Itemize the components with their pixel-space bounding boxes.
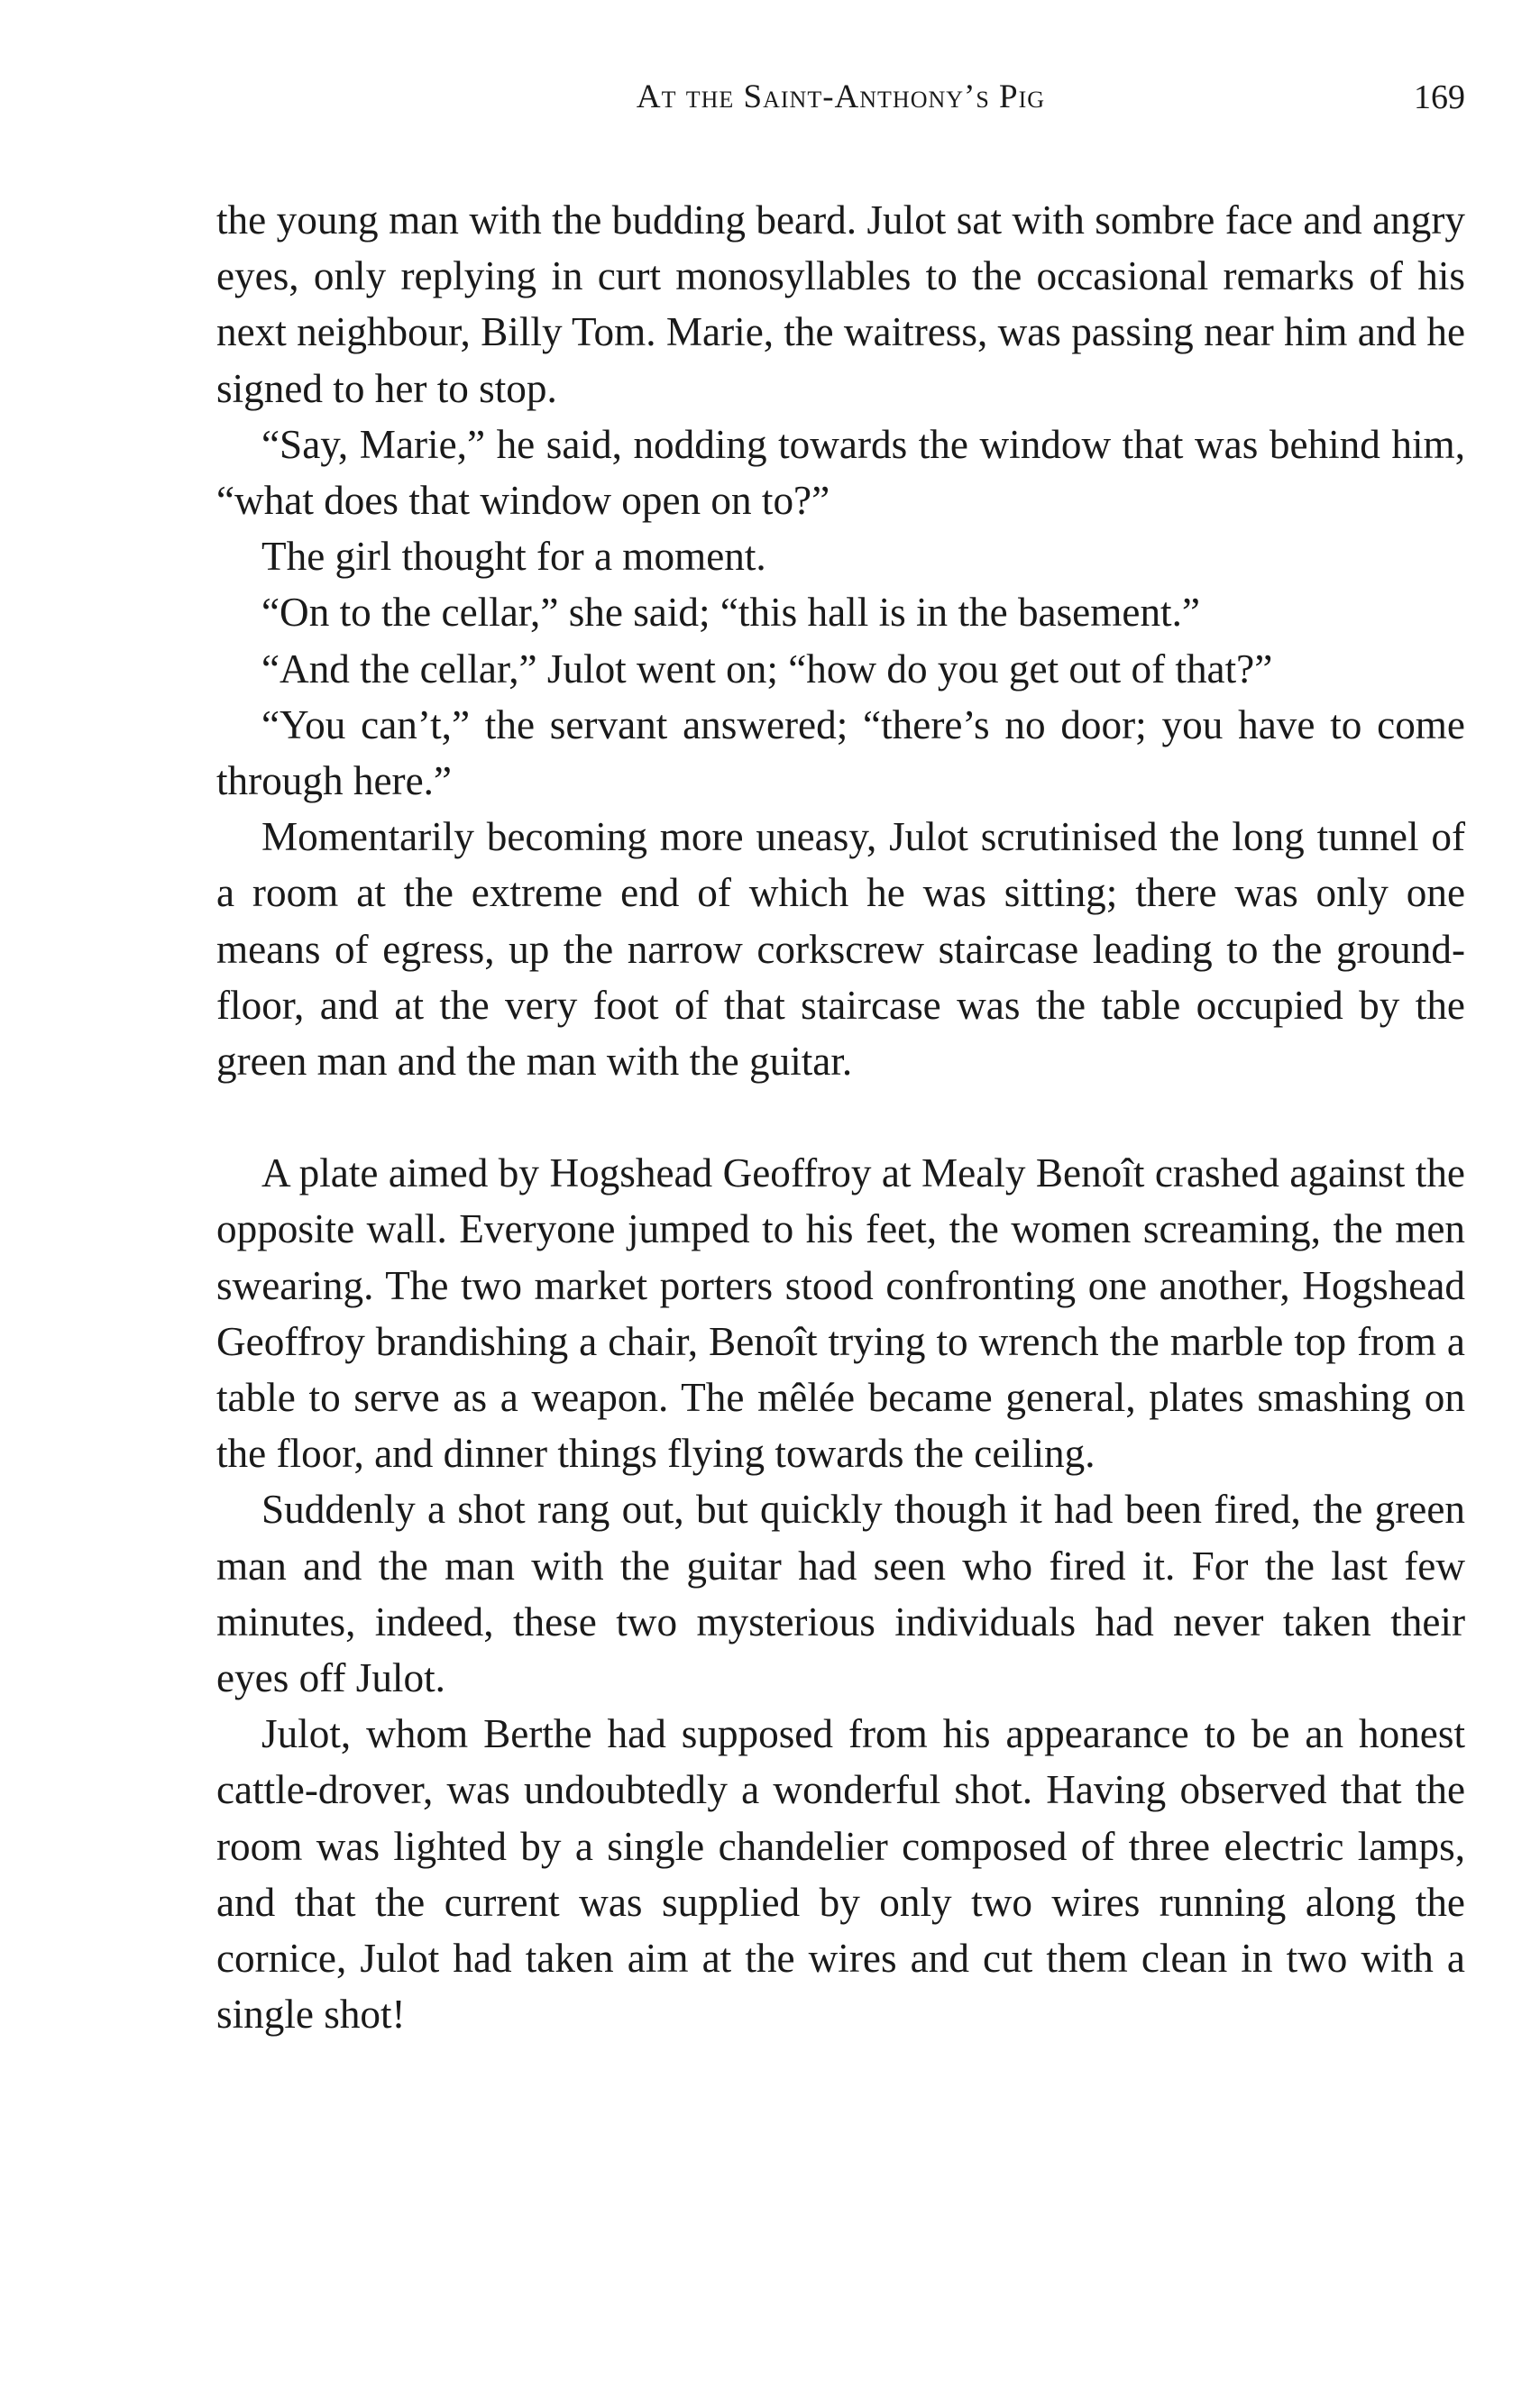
paragraph-section-start: A plate aimed by Hogshead Geoffroy at Mealy Benoît crashed against the opposite wall. Everyone jumped to his feet, the women screaming, the men swearing. The two market porters stood confronting one another, Hogshead Geoffroy brandishing a chair, Benoît trying to wrench the marble top from a table to serve as a weapon. The mêlée became general, plates smashing on the floor, and dinner things flying towards the ceiling. bbox=[216, 1150, 1465, 1477]
paragraph: Momentarily becoming more uneasy, Julot scrutinised the long tunnel of a room at the extreme end of which he was sitting; there was only one means of egress, up the narrow corkscrew staircase leading to the ground-floor, and at the very foot of that staircase was the table occupied by the green man and the man with the guitar. bbox=[216, 814, 1465, 1085]
paragraph: “On to the cellar,” she said; “this hall is in the basement.” bbox=[261, 590, 1200, 636]
paragraph: “And the cellar,” Julot went on; “how do you get out of that?” bbox=[261, 646, 1273, 692]
paragraph-continuation: the young man with the budding beard. Julot sat with sombre face and angry eyes, only replying in curt monosyllables to the occasional remarks of his next neighbour, Billy Tom. Marie, the waitress, was passing near him and he signed to her to stop. bbox=[216, 197, 1465, 411]
paragraph: The girl thought for a moment. bbox=[261, 534, 766, 580]
page-number: 169 bbox=[1414, 78, 1465, 116]
paragraph: Julot, whom Berthe had supposed from his appearance to be an honest cattle-drover, was undoubtedly a wonderful shot. Having observed that the room was lighted by a single chandelier composed of three electric lamps, and that the current was supplied by only two wires running along the cornice, Julot had taken aim at the wires and cut them clean in two with a single shot! bbox=[216, 1711, 1465, 2038]
paragraph: “You can’t,” the servant answered; “there’s no door; you have to come through here.” bbox=[216, 701, 1465, 804]
paragraph: “Say, Marie,” he said, nodding towards the window that was behind him, “what does that window open on to?” bbox=[216, 421, 1465, 524]
running-title: At the Saint-Anthony’s Pig bbox=[636, 78, 1046, 115]
running-head bbox=[216, 78, 1465, 132]
paragraph: Suddenly a shot rang out, but quickly though it had been fired, the green man and the man with the guitar had seen who fired it. For the last few minutes, indeed, these two mysterious individuals had never taken their eyes off Julot. bbox=[216, 1487, 1465, 1701]
body-text bbox=[216, 192, 1465, 2043]
